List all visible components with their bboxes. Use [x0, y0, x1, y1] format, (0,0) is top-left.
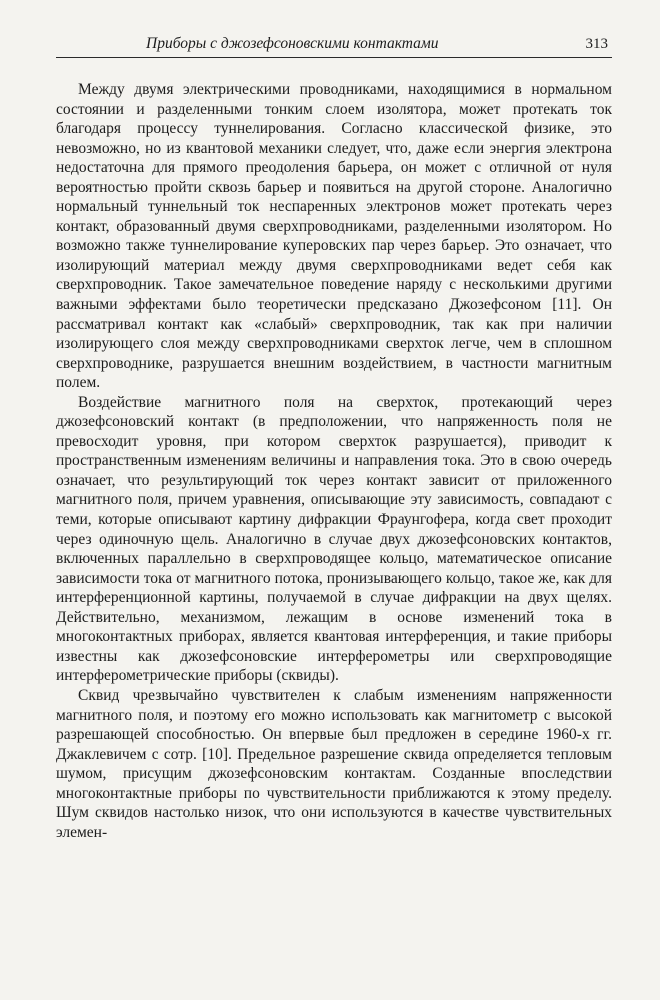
paragraph-squid: Сквид чрезвычайно чувствителен к слабым изменениям напряженности магнитного поля, и поэтому его можно использовать как магнитометр с высокой разрешающей способностью. Он впервые был предложен в середине 1960-х гг. Джаклевичем с сотр. [10]. Предельное разрешение сквида определяется тепловым шумом, присущим джозефсоновским контактам. Созданные впоследствии многоконтактные приборы по чувствительности приближаются к этому пределу. Шум сквидов настолько низок, что они используются в качестве чувствительных элемен- [56, 686, 612, 841]
page-number: 313 [585, 36, 608, 52]
running-title: Приборы с джозефсоновскими контактами [146, 35, 439, 52]
body-text [56, 80, 612, 842]
paragraph-magnetic-field: Воздействие магнитного поля на сверхток, протекающий через джозефсоновский контакт (в предположении, что напряженность поля не превосходит уровня, при котором сверхток разрушается), приводит к пространственным изменениям величины и направления тока. Это в свою очередь означает, что результирующий ток через контакт зависит от приложенного магнитного поля, причем уравнения, описывающие эту зависимость, совпадают с теми, которые описывают картину дифракции Фраунгофера, когда свет проходит через одиночную щель. Аналогично в случае двух джозефсоновских контактов, включенных параллельно в сверхпроводящее кольцо, математическое описание зависимости тока от магнитного потока, пронизывающего кольцо, такое же, как для интерференционной картины, получаемой в случае дифракции на двух щелях. Действительно, механизмом, лежащим в основе изменений тока в многоконтактных приборах, является квантовая интерференция, и такие приборы известны как джозефсоновские интерферометры или сверхпроводящие интерферометрические приборы (сквиды). [56, 393, 612, 685]
paragraph-tunneling: Между двумя электрическими проводниками, находящимися в нормальном состоянии и разделенными тонким слоем изолятора, может протекать ток благодаря процессу туннелирования. Согласно классической физике, это невозможно, но из квантовой механики следует, что, даже если энергия электрона недостаточна для прямого преодоления барьера, он может с отличной от нуля вероятностью пройти сквозь барьер и появиться на другой стороне. Аналогично нормальный туннельный ток неспаренных электронов может протекать через контакт, образованный двумя сверхпроводниками, разделенными изолятором. Но возможно также туннелирование куперовских пар через барьер. Это означает, что изолирующий материал между двумя сверхпроводниками ведет себя как сверхпроводник. Такое замечательное поведение наряду с несколькими другими важными эффектами было теоретически предсказано Джозефсоном [11]. Он рассматривал контакт как «слабый» сверхпроводник, так как при наличии изолирующего слоя между сверхпроводниками сверхток легче, чем в сплошном сверхпроводнике, разрушается внешним воздействием, в частности магнитным полем. [56, 81, 612, 392]
running-header [56, 34, 612, 58]
